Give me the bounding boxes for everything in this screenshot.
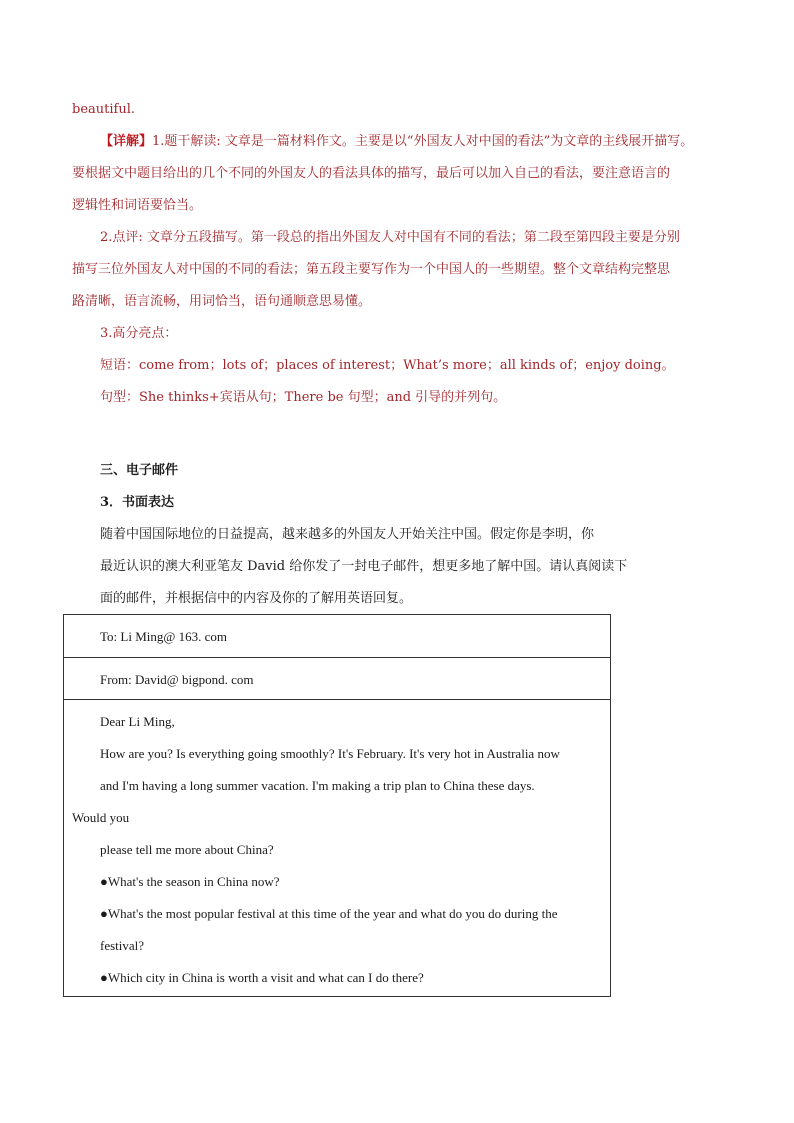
divider <box>64 699 610 700</box>
email-bullet: ●What's the season in China now? <box>100 874 280 889</box>
detail-paragraph-line: 要根据文中题目给出的几个不同的外国友人的看法具体的描写，最后可以加入自己的看法，要注意语言的 <box>72 166 671 181</box>
detail-paragraph-line: 逻辑性和词语要恰当。 <box>72 198 203 213</box>
email-to: To: Li Ming@ 163. com <box>100 629 227 644</box>
email-greeting: Dear Li Ming, <box>100 714 175 729</box>
divider <box>64 657 610 658</box>
prompt-line: 面的邮件，并根据信中的内容及你的了解用英语回复。 <box>100 591 413 606</box>
email-bullet: ●Which city in China is worth a visit and what can I do there? <box>100 970 424 985</box>
detail-label: 【详解】 <box>100 134 153 149</box>
question-number: 3．书面表达 <box>100 495 175 510</box>
sentences-line: 句型：She thinks+宾语从句；There be 句型；and 引导的并列句。 <box>100 390 507 405</box>
comment-paragraph-line: 路清晰，语言流畅，用词恰当，语句通顺意思易懂。 <box>72 294 372 309</box>
comment-paragraph-line: 描写三位外国友人对中国的不同的看法；第五段主要写作为一个中国人的一些期望。整个文章结构完整思 <box>72 262 671 277</box>
email-from: From: David@ bigpond. com <box>100 672 254 687</box>
comment-paragraph-line: 2.点评: 文章分五段描写。第一段总的指出外国友人对中国有不同的看法；第二段至第四段主要是分别 <box>100 230 680 245</box>
email-body-line: and I'm having a long summer vacation. I'm making a trip plan to China these days. <box>100 778 535 793</box>
email-bullet: ●What's the most popular festival at this time of the year and what do you do during the <box>100 906 558 921</box>
detail-text: 1.题干解读: 文章是一篇材料作文。主要是以“外国友人对中国的看法”为文章的主线展开描写。 <box>152 134 694 149</box>
email-body-line: please tell me more about China? <box>100 842 274 857</box>
phrases-line: 短语：come from；lots of；places of interest；What’s more；all kinds of；enjoy doing。 <box>100 358 675 373</box>
email-body-line: Would you <box>72 810 130 825</box>
section-heading: 三、电子邮件 <box>100 463 179 478</box>
email-bullet-continuation: festival? <box>100 938 145 953</box>
text-line: beautiful. <box>72 102 135 117</box>
email-box <box>63 614 611 997</box>
prompt-line: 随着中国国际地位的日益提高，越来越多的外国友人开始关注中国。假定你是李明，你 <box>100 527 595 542</box>
email-body-line: How are you? Is everything going smoothly? It's February. It's very hot in Australia now <box>100 746 560 761</box>
highlights-title: 3.高分亮点： <box>100 326 178 341</box>
detail-paragraph-line <box>100 133 693 151</box>
prompt-line: 最近认识的澳大利亚笔友 David 给你发了一封电子邮件，想更多地了解中国。请认真阅读下 <box>100 559 628 574</box>
